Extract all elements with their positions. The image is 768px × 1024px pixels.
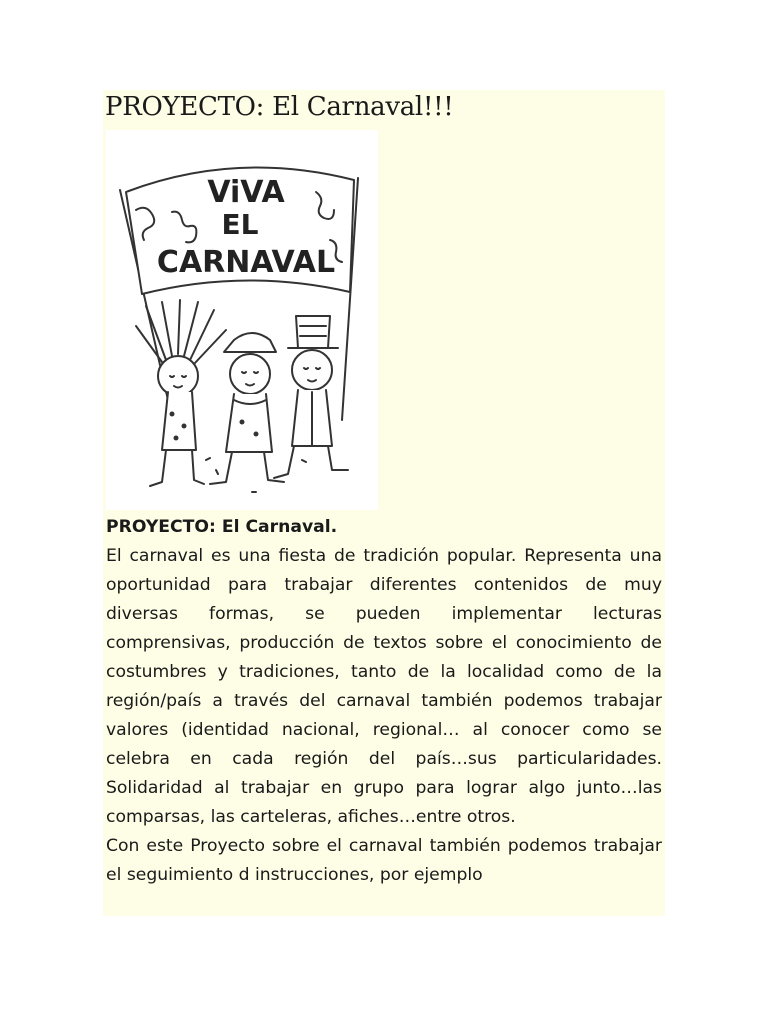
carnival-illustration xyxy=(106,130,378,510)
document-page xyxy=(103,90,665,916)
banner-text-el: EL xyxy=(221,208,259,241)
paragraph: El carnaval es una fiesta de tradición popular. Representa una oportunidad para trabajar diferentes contenidos de muy diversas formas, se pueden implementar lecturas comprensivas, producción de textos sobre el conocimiento de costumbres y tradiciones, tanto de la localidad como de la región/país a través del carnaval también podemos trabajar valores (identidad nacional, regional… al conocer como se celebra en cada región del país…sus particularidades. Solidaridad al trabajar en grupo para lograr algo junto…las comparsas, las carteleras, afiches…entre otros. xyxy=(106,546,662,827)
section-subtitle: PROYECTO: El Carnaval. xyxy=(106,517,338,537)
headdress xyxy=(136,300,226,364)
banner-text-carnaval: CARNAVAL xyxy=(156,245,336,280)
document-title: PROYECTO: El Carnaval!!! xyxy=(105,92,454,122)
banner-text-viva: ViVA xyxy=(207,175,285,210)
paragraph: Con este Proyecto sobre el carnaval también podemos trabajar el seguimiento d instrucciones, por ejemplo xyxy=(106,836,662,885)
body-text xyxy=(106,513,662,890)
